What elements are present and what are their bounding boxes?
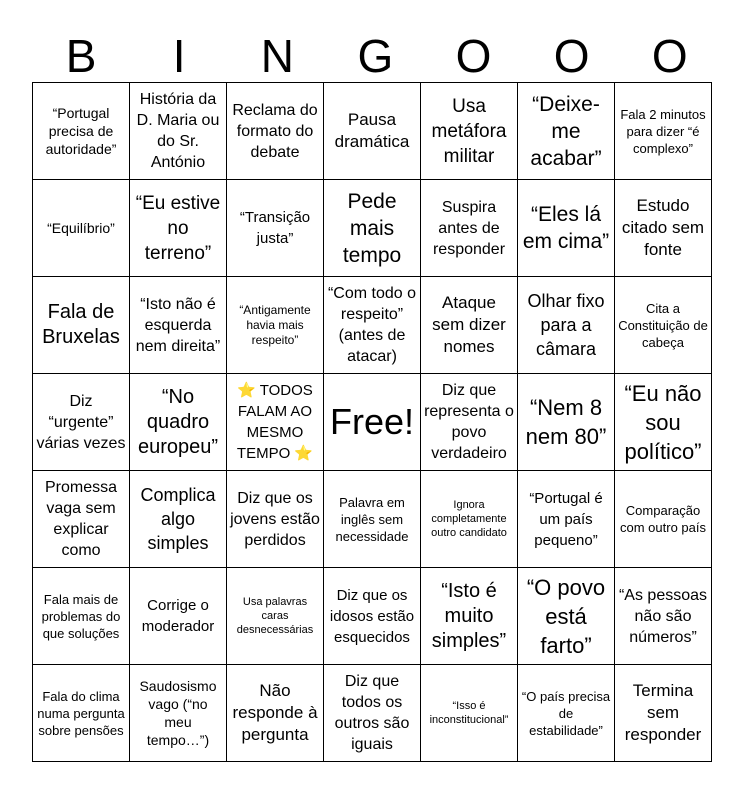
bingo-cell[interactable] [615,665,712,762]
bingo-cell[interactable] [421,83,518,180]
cell-text: Promessa vaga sem explicar como [44,479,118,559]
cell-text: Não responde à pergunta [232,681,318,744]
cell-text: Palavra em inglês sem necessidade [335,494,409,544]
cell-text: Complica algo simples [140,485,216,553]
cell-text: “Eu não sou político” [624,380,702,464]
cell-text: “Portugal é um país pequeno” [529,489,603,549]
cell-text: Fala mais de problemas do que soluções [41,591,121,641]
header-letter-o-3: O [651,30,688,82]
free-space-cell[interactable] [324,374,421,471]
bingo-cell[interactable] [227,83,324,180]
bingo-cell[interactable] [324,180,421,277]
bingo-cell[interactable] [421,277,518,374]
board-row [33,471,712,568]
cell-text: Fala de Bruxelas [42,301,120,348]
board-row [33,665,712,762]
bingo-cell[interactable] [615,374,712,471]
cell-text: Diz que todos os outros são iguais [334,673,410,753]
bingo-cell[interactable] [33,180,130,277]
bingo-cell[interactable] [324,277,421,374]
bingo-cell[interactable] [615,568,712,665]
cell-text: “Deixe-me acabar” [530,92,602,170]
bingo-cell[interactable] [130,180,227,277]
cell-text: “Com todo o respeito” (antes de atacar) [327,285,417,365]
board-row [33,83,712,180]
bingo-cell[interactable] [33,568,130,665]
bingo-cell[interactable] [615,180,712,277]
cell-text: “Equilíbrio” [47,220,115,236]
cell-text: “Portugal precisa de autoridade” [45,105,117,157]
cell-text: Fala 2 minutos para dizer “é complexo” [620,106,706,156]
bingo-cell[interactable] [130,83,227,180]
bingo-cell[interactable] [324,471,421,568]
cell-text: Ataque sem dizer nomes [432,293,506,356]
cell-text: Olhar fixo para a câmara [527,291,605,359]
header-letter-i: I [172,30,186,82]
bingo-cell[interactable] [324,665,421,762]
bingo-cell[interactable] [615,83,712,180]
bingo-cell[interactable] [33,374,130,471]
cell-text: Pede mais tempo [342,189,402,267]
cell-text: “O país precisa de estabilidade” [521,688,611,738]
cell-text: “Antigamente havia mais respeito” [239,302,311,347]
cell-text: Diz “urgente” várias vezes [36,392,126,452]
header-letter-o-1: O [455,30,492,82]
cell-text: Fala do clima numa pergunta sobre pensões [37,688,125,738]
bingo-board [32,82,712,762]
bingo-cell[interactable] [227,665,324,762]
bingo-cell[interactable] [518,83,615,180]
cell-text: “Isto não é esquerda nem direita” [135,295,221,355]
cell-text: “Transição justa” [239,209,311,247]
bingo-cell[interactable] [615,471,712,568]
bingo-cell[interactable] [130,471,227,568]
bingo-cell[interactable] [518,374,615,471]
cell-text: Pausa dramática [334,110,410,151]
bingo-cell[interactable] [227,568,324,665]
bingo-cell[interactable] [518,471,615,568]
bingo-cell[interactable] [518,568,615,665]
bingo-cell[interactable] [324,568,421,665]
cell-text: Suspira antes de responder [432,198,506,258]
cell-text: Cita a Constituição de cabeça [618,300,708,350]
cell-text: Estudo citado sem fonte [621,196,705,259]
cell-text: “Eu estive no terreno” [135,192,221,264]
cell-text: Diz que os jovens estão perdidos [230,489,320,549]
cell-text: “O povo está farto” [526,574,606,658]
cell-text: História da D. Maria ou do Sr. António [136,91,220,171]
bingo-cell[interactable] [421,665,518,762]
cell-text: “Isso é inconstitucional” [429,700,509,726]
cell-text: Comparação com outro país [620,503,706,535]
bingo-cell[interactable] [33,471,130,568]
header-letter-o-2: O [553,30,590,82]
bingo-cell[interactable] [421,568,518,665]
cell-text: Reclama do formato do debate [232,101,318,161]
board-row [33,277,712,374]
cell-text: Diz que representa o povo verdadeiro [424,382,514,462]
bingo-cell[interactable] [421,180,518,277]
cell-text: Corrige o moderador [141,597,215,635]
bingo-cell[interactable] [227,471,324,568]
bingo-cell[interactable] [227,374,324,471]
cell-text: Usa palavras caras desnecessárias [236,596,314,636]
bingo-cell[interactable] [518,180,615,277]
bingo-cell[interactable] [130,665,227,762]
bingo-cell[interactable] [227,180,324,277]
bingo-cell[interactable] [324,83,421,180]
header-letter-b: B [65,30,97,82]
bingo-cell[interactable] [130,374,227,471]
header-letter-n: N [260,30,294,82]
cell-text: “Isto é muito simples” [431,579,507,652]
bingo-cell[interactable] [518,277,615,374]
cell-text: “Eles lá em cima” [522,203,610,253]
bingo-cell[interactable] [33,83,130,180]
bingo-cell[interactable] [421,374,518,471]
cell-text: Saudosismo vago (“no meu tempo…”) [139,678,217,748]
bingo-cell[interactable] [227,277,324,374]
cell-text: “As pessoas não são números” [618,586,708,646]
cell-text: “No quadro europeu” [137,385,219,458]
free-space-text: Free! [329,401,415,442]
cell-text: Diz que os idosos estão esquecidos [329,586,415,646]
bingo-cell[interactable] [33,665,130,762]
bingo-cell[interactable] [33,277,130,374]
cell-text: Ignora completamente outro candidato [431,499,507,539]
board-row [33,568,712,665]
bingo-header [32,28,719,84]
cell-text: “Nem 8 nem 80” [525,395,607,449]
cell-text: ⭐ TODOS FALAM AO MESMO TEMPO ⭐ [236,382,314,462]
header-letter-g: G [357,30,394,82]
bingo-cell[interactable] [615,277,712,374]
cell-text: Termina sem responder [624,681,702,744]
board-row [33,180,712,277]
bingo-cell[interactable] [130,277,227,374]
board-row [33,374,712,471]
bingo-cell[interactable] [421,471,518,568]
cell-text: Usa metáfora militar [431,95,507,167]
bingo-cell[interactable] [518,665,615,762]
bingo-cell[interactable] [130,568,227,665]
